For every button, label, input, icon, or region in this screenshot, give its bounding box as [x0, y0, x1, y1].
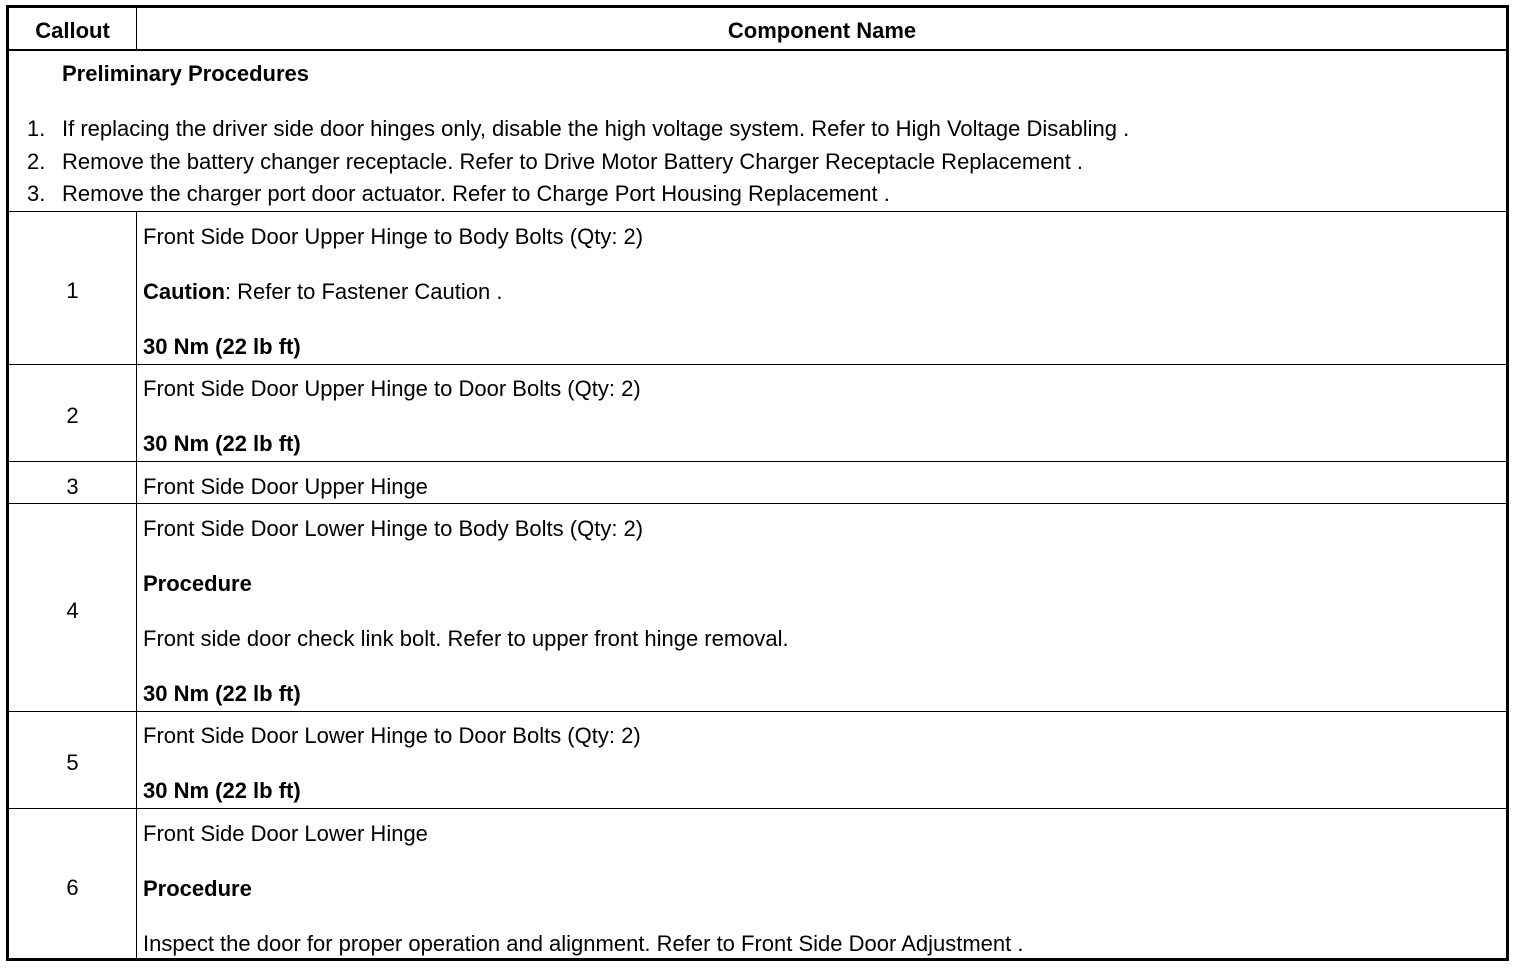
procedure-text: Front side door check link bolt. Refer to upper front hinge removal. [143, 626, 789, 651]
column-divider [136, 211, 137, 958]
prelim-step-number: 1. [27, 116, 46, 141]
header-divider [9, 49, 1506, 51]
torque-spec: 30 Nm (22 lb ft) [143, 681, 301, 706]
procedure-label: Procedure [143, 571, 252, 596]
callout-number: 5 [66, 750, 79, 775]
torque-spec: 30 Nm (22 lb ft) [143, 431, 301, 456]
component-name: Front Side Door Upper Hinge [143, 474, 428, 499]
procedure-table [6, 5, 1509, 961]
component-name: Front Side Door Upper Hinge to Body Bolts (Qty: 2) [143, 224, 644, 249]
callout-number: 6 [66, 875, 79, 900]
row-divider [9, 211, 1506, 212]
prelim-step-text: Remove the battery changer receptacle. Refer to Drive Motor Battery Charger Receptacle Replacement . [62, 149, 1084, 174]
prelim-step-text: Remove the charger port door actuator. Refer to Charge Port Housing Replacement . [62, 181, 890, 206]
header-column-divider [136, 8, 137, 49]
prelim-step-text: If replacing the driver side door hinges only, disable the high voltage system. Refer to High Voltage Disabling . [62, 116, 1130, 141]
component-name: Front Side Door Lower Hinge to Body Bolts (Qty: 2) [143, 516, 644, 541]
header-callout: Callout [35, 18, 110, 43]
row-divider [9, 808, 1506, 809]
row-divider [9, 503, 1506, 504]
component-name: Front Side Door Upper Hinge to Door Bolts (Qty: 2) [143, 376, 641, 401]
prelim-step-number: 3. [27, 181, 46, 206]
torque-spec: 30 Nm (22 lb ft) [143, 778, 301, 803]
procedure-label: Procedure [143, 876, 252, 901]
header-component-name: Component Name [727, 18, 917, 43]
row-divider [9, 364, 1506, 365]
caution-label: Caution [143, 279, 225, 304]
row-divider [9, 461, 1506, 462]
preliminary-title: Preliminary Procedures [62, 61, 310, 86]
caution-line [143, 279, 502, 305]
callout-number: 1 [66, 278, 79, 303]
component-name: Front Side Door Lower Hinge [143, 821, 428, 846]
row-divider [9, 711, 1506, 712]
callout-number: 4 [66, 598, 79, 623]
caution-text: : Refer to Fastener Caution . [224, 279, 503, 304]
callout-number: 2 [66, 403, 79, 428]
prelim-step-number: 2. [27, 149, 46, 174]
procedure-text: Inspect the door for proper operation and alignment. Refer to Front Side Door Adjustment . [143, 931, 1024, 956]
callout-number: 3 [66, 474, 79, 499]
torque-spec: 30 Nm (22 lb ft) [143, 334, 301, 359]
component-name: Front Side Door Lower Hinge to Door Bolts (Qty: 2) [143, 723, 641, 748]
